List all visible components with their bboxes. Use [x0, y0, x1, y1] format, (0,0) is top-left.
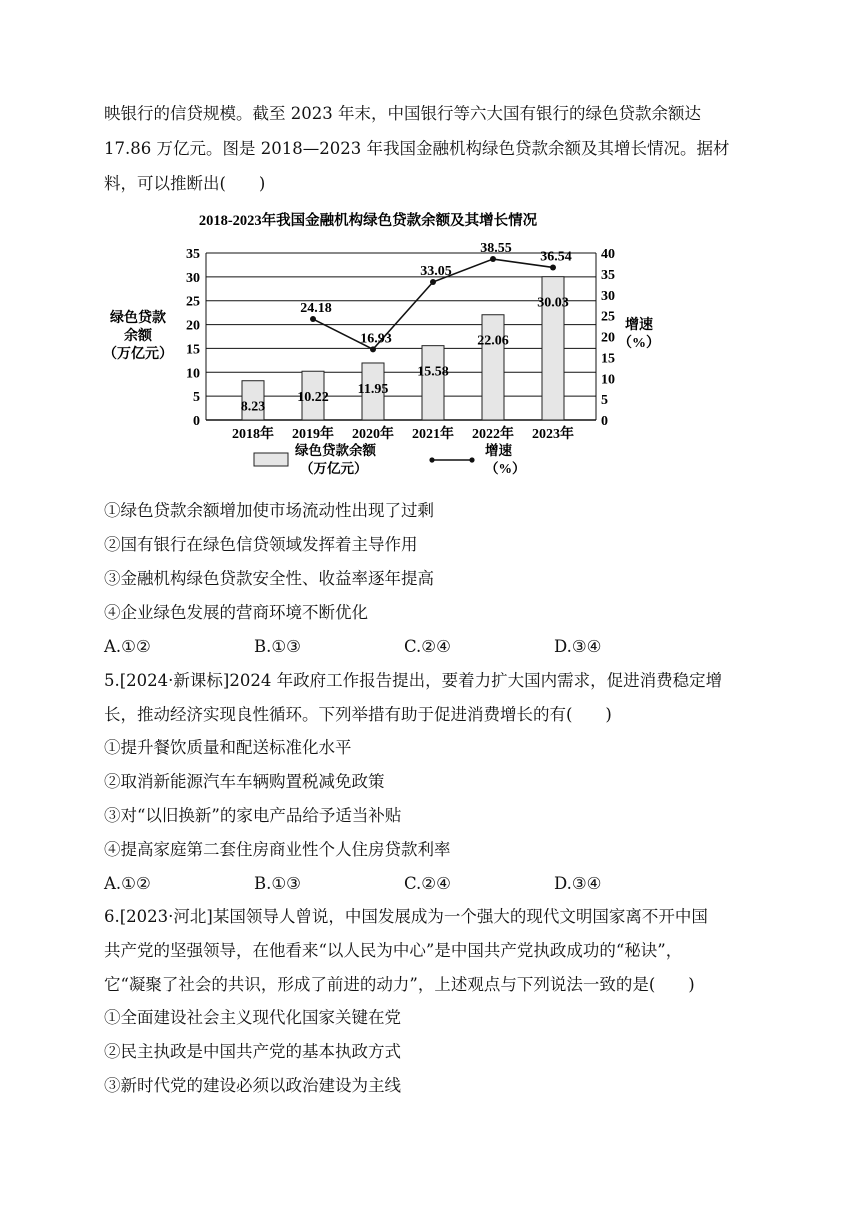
y-right-label	[618, 316, 660, 351]
y-right-tick-label: 0	[601, 414, 608, 429]
bar-value-label: 11.95	[357, 381, 389, 397]
bar-value-label: 30.03	[537, 295, 569, 311]
x-axis	[232, 425, 574, 442]
y-right-tick-label: 5	[601, 393, 608, 409]
q4-option-a[interactable]: A.①②	[104, 637, 151, 656]
q6-stem-line-3: 它“凝聚了社会的共识，形成了前进的动力”，上述观点与下列说法一致的是( )	[104, 975, 695, 994]
legend-line-dot-left	[429, 457, 434, 462]
growth-value-label: 33.05	[420, 264, 452, 280]
x-tick-label: 2020年	[352, 427, 394, 442]
y-left-tick-label: 15	[186, 342, 200, 358]
y-left-tick-label: 0	[193, 414, 200, 429]
y-right-label-line-1: 增速	[625, 318, 653, 333]
y-left-label-line-3: （万亿元）	[103, 347, 173, 362]
x-tick-label: 2022年	[472, 427, 514, 442]
bar-value-label: 8.23	[240, 399, 266, 415]
y-axis-left	[186, 247, 200, 429]
growth-value-label: 24.18	[300, 301, 332, 317]
y-left-tick-label: 10	[186, 366, 200, 382]
y-left-tick-label: 35	[186, 247, 200, 262]
x-tick-label: 2023年	[532, 427, 574, 442]
q5-option-d[interactable]: D.③④	[554, 874, 602, 893]
q5-option-c[interactable]: C.②④	[404, 874, 451, 893]
chart-title: 2018-2023年我国金融机构绿色贷款余额及其增长情况	[198, 213, 538, 229]
q5-stem-line-2: 长，推动经济实现良性循环。下列举措有助于促进消费增长的有( )	[104, 705, 612, 724]
q6-statement-1: ①全面建设社会主义现代化国家关键在党	[104, 1008, 401, 1027]
intro-line-2: 17.86 万亿元。图是 2018—2023 年我国金融机构绿色贷款余额及其增长情况。据材	[104, 139, 730, 158]
q6-statement-3: ③新时代党的建设必须以政治建设为主线	[104, 1076, 401, 1095]
bar	[422, 346, 444, 420]
q4-statement-2: ②国有银行在绿色信贷领域发挥着主导作用	[104, 535, 418, 554]
y-left-label-line-2: 余额	[124, 329, 152, 344]
y-left-tick-label: 5	[193, 390, 200, 406]
x-tick-label: 2019年	[292, 427, 334, 442]
legend-bar-label-2: （万亿元）	[300, 461, 368, 476]
legend	[254, 442, 526, 476]
bar-value-label: 22.06	[477, 333, 509, 349]
intro-line-1: 映银行的信贷规模。截至 2023 年末，中国银行等六大国有银行的绿色贷款余额达	[104, 104, 701, 123]
growth-value-label: 36.54	[540, 249, 572, 265]
y-left-tick-label: 25	[186, 294, 200, 310]
y-left-tick-label: 20	[186, 318, 200, 334]
q5-stem-line-1: 5.[2024·新课标]2024 年政府工作报告提出，要着力扩大国内需求，促进消费稳定增	[104, 671, 723, 690]
y-right-tick-label: 15	[601, 351, 615, 367]
q6-statement-2: ②民主执政是中国共产党的基本执政方式	[104, 1042, 401, 1061]
q4-option-b[interactable]: B.①③	[254, 637, 301, 656]
legend-bar-swatch	[254, 453, 288, 466]
y-right-tick-label: 40	[601, 247, 615, 262]
legend-line-label-1: 增速	[485, 443, 512, 458]
growth-point	[370, 346, 376, 352]
q6-stem-line-1: 6.[2023·河北]某国领导人曾说，中国发展成为一个强大的现代文明国家离不开中国	[104, 907, 708, 926]
q5-statement-1: ①提升餐饮质量和配送标准化水平	[104, 738, 352, 757]
bar-value-label: 10.22	[297, 390, 329, 406]
y-right-tick-label: 30	[601, 288, 615, 304]
x-tick-label: 2021年	[412, 427, 454, 442]
q5-statement-4: ④提高家庭第二套住房商业性个人住房贷款利率	[104, 840, 451, 859]
intro-line-3: 料，可以推断出( )	[104, 174, 266, 193]
x-tick-label: 2018年	[232, 427, 274, 442]
q4-statement-3: ③金融机构绿色贷款安全性、收益率逐年提高	[104, 569, 434, 588]
growth-point	[490, 256, 496, 262]
y-right-tick-label: 20	[601, 330, 615, 346]
y-axis-right	[601, 247, 615, 429]
q4-statement-4: ④企业绿色发展的营商环境不断优化	[104, 603, 368, 622]
legend-bar-label-1: 绿色贷款余额	[295, 443, 376, 458]
q4-option-c[interactable]: C.②④	[404, 637, 451, 656]
q5-option-b[interactable]: B.①③	[254, 874, 301, 893]
y-right-tick-label: 35	[601, 267, 615, 283]
growth-line	[300, 241, 572, 352]
bar	[482, 315, 504, 420]
q5-statement-3: ③对“以旧换新”的家电产品给予适当补贴	[104, 806, 402, 825]
y-left-tick-label: 30	[186, 270, 200, 286]
legend-line-dot-right	[469, 457, 474, 462]
y-left-label-line-1: 绿色贷款	[110, 311, 166, 326]
legend-line-label-2: （%）	[485, 461, 526, 476]
y-right-tick-label: 25	[601, 309, 615, 325]
green-loan-chart	[103, 205, 660, 480]
bar-value-label: 15.58	[417, 364, 449, 380]
growth-value-label: 16.93	[360, 331, 392, 347]
growth-value-label: 38.55	[480, 241, 512, 257]
growth-point	[310, 316, 316, 322]
q4-option-d[interactable]: D.③④	[554, 637, 602, 656]
y-left-label	[103, 309, 173, 362]
q6-stem-line-2: 共产党的坚强领导，在他看来“以人民为中心”是中国共产党执政成功的“秘诀”，	[104, 941, 683, 960]
growth-point	[550, 264, 556, 270]
q5-option-a[interactable]: A.①②	[104, 874, 151, 893]
y-right-tick-label: 10	[601, 372, 615, 388]
y-right-label-line-2: （%）	[618, 336, 660, 351]
q5-statement-2: ②取消新能源汽车车辆购置税减免政策	[104, 772, 385, 791]
q4-statement-1: ①绿色贷款余额增加使市场流动性出现了过剩	[104, 501, 434, 520]
growth-point	[430, 279, 436, 285]
